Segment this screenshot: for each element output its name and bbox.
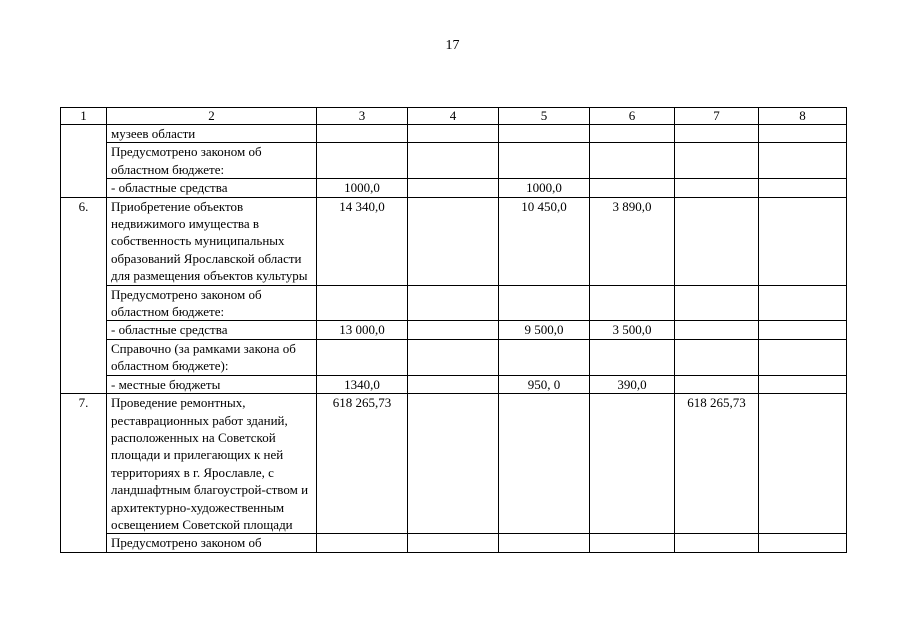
column-header: 2 [107,108,317,125]
table-row [61,125,847,143]
table-row [61,394,847,534]
cell-col6 [590,179,675,197]
cell-col5 [499,125,590,143]
row-number: 6. [61,197,107,393]
cell-col5: 950, 0 [499,375,590,393]
page-number: 17 [445,38,460,53]
cell-col6 [590,285,675,321]
cell-col4 [408,339,499,375]
cell-col5: 1000,0 [499,179,590,197]
table-row [61,285,847,321]
cell-col6 [590,394,675,534]
cell-col3 [317,125,408,143]
cell-col7 [675,197,759,285]
cell-col4 [408,375,499,393]
column-header: 8 [759,108,847,125]
cell-col8 [759,179,847,197]
budget-table [60,107,847,553]
table-row [61,339,847,375]
cell-col8 [759,339,847,375]
table-row [61,375,847,393]
cell-col6: 390,0 [590,375,675,393]
header-row [61,108,847,125]
cell-col6 [590,339,675,375]
cell-col3 [317,285,408,321]
column-header: 7 [675,108,759,125]
row-name: - местные бюджеты [107,375,317,393]
cell-col3: 618 265,73 [317,394,408,534]
cell-col6 [590,143,675,179]
row-name: Предусмотрено законом об [107,534,317,552]
row-name: Проведение ремонтных, реставрационных работ зданий, расположенных на Советской площади и прилегающих к ней территориях в г. Ярославле, с ландшафтным благоустрой-ством и архитектурно-художественным освещением Советской площади [107,394,317,534]
cell-col7 [675,125,759,143]
cell-col8 [759,143,847,179]
cell-col3: 1340,0 [317,375,408,393]
column-header: 6 [590,108,675,125]
cell-col4 [408,394,499,534]
cell-col5 [499,285,590,321]
cell-col6 [590,534,675,552]
column-header: 1 [61,108,107,125]
table-row [61,179,847,197]
row-name: - областные средства [107,179,317,197]
cell-col4 [408,321,499,339]
cell-col5 [499,534,590,552]
cell-col7 [675,321,759,339]
cell-col5 [499,394,590,534]
cell-col6: 3 500,0 [590,321,675,339]
cell-col6 [590,125,675,143]
cell-col8 [759,197,847,285]
cell-col3 [317,143,408,179]
cell-col8 [759,394,847,534]
cell-col7 [675,534,759,552]
cell-col5 [499,339,590,375]
row-number [61,125,107,198]
cell-col3: 14 340,0 [317,197,408,285]
cell-col3 [317,339,408,375]
cell-col7 [675,285,759,321]
row-name: - областные средства [107,321,317,339]
row-number: 7. [61,394,107,553]
cell-col7 [675,339,759,375]
column-header: 5 [499,108,590,125]
cell-col5 [499,143,590,179]
table-row [61,534,847,552]
row-name: Предусмотрено законом об областном бюджете: [107,285,317,321]
cell-col4 [408,534,499,552]
cell-col7 [675,179,759,197]
cell-col3 [317,534,408,552]
column-header: 4 [408,108,499,125]
cell-col4 [408,179,499,197]
row-name: Справочно (за рамками закона об областном бюджете): [107,339,317,375]
cell-col5: 9 500,0 [499,321,590,339]
column-header: 3 [317,108,408,125]
cell-col8 [759,321,847,339]
cell-col7 [675,143,759,179]
cell-col4 [408,285,499,321]
row-name: Приобретение объектов недвижимого имущества в собственность муниципальных образований Ярославской области для размещения объектов культуры [107,197,317,285]
cell-col4 [408,143,499,179]
cell-col8 [759,375,847,393]
table-row [61,143,847,179]
cell-col7 [675,375,759,393]
row-name: музеев области [107,125,317,143]
table-row [61,321,847,339]
cell-col4 [408,197,499,285]
cell-col8 [759,285,847,321]
row-name: Предусмотрено законом об областном бюджете: [107,143,317,179]
cell-col8 [759,125,847,143]
cell-col6: 3 890,0 [590,197,675,285]
cell-col3: 13 000,0 [317,321,408,339]
cell-col7: 618 265,73 [675,394,759,534]
table-row [61,197,847,285]
cell-col4 [408,125,499,143]
cell-col8 [759,534,847,552]
cell-col5: 10 450,0 [499,197,590,285]
cell-col3: 1000,0 [317,179,408,197]
